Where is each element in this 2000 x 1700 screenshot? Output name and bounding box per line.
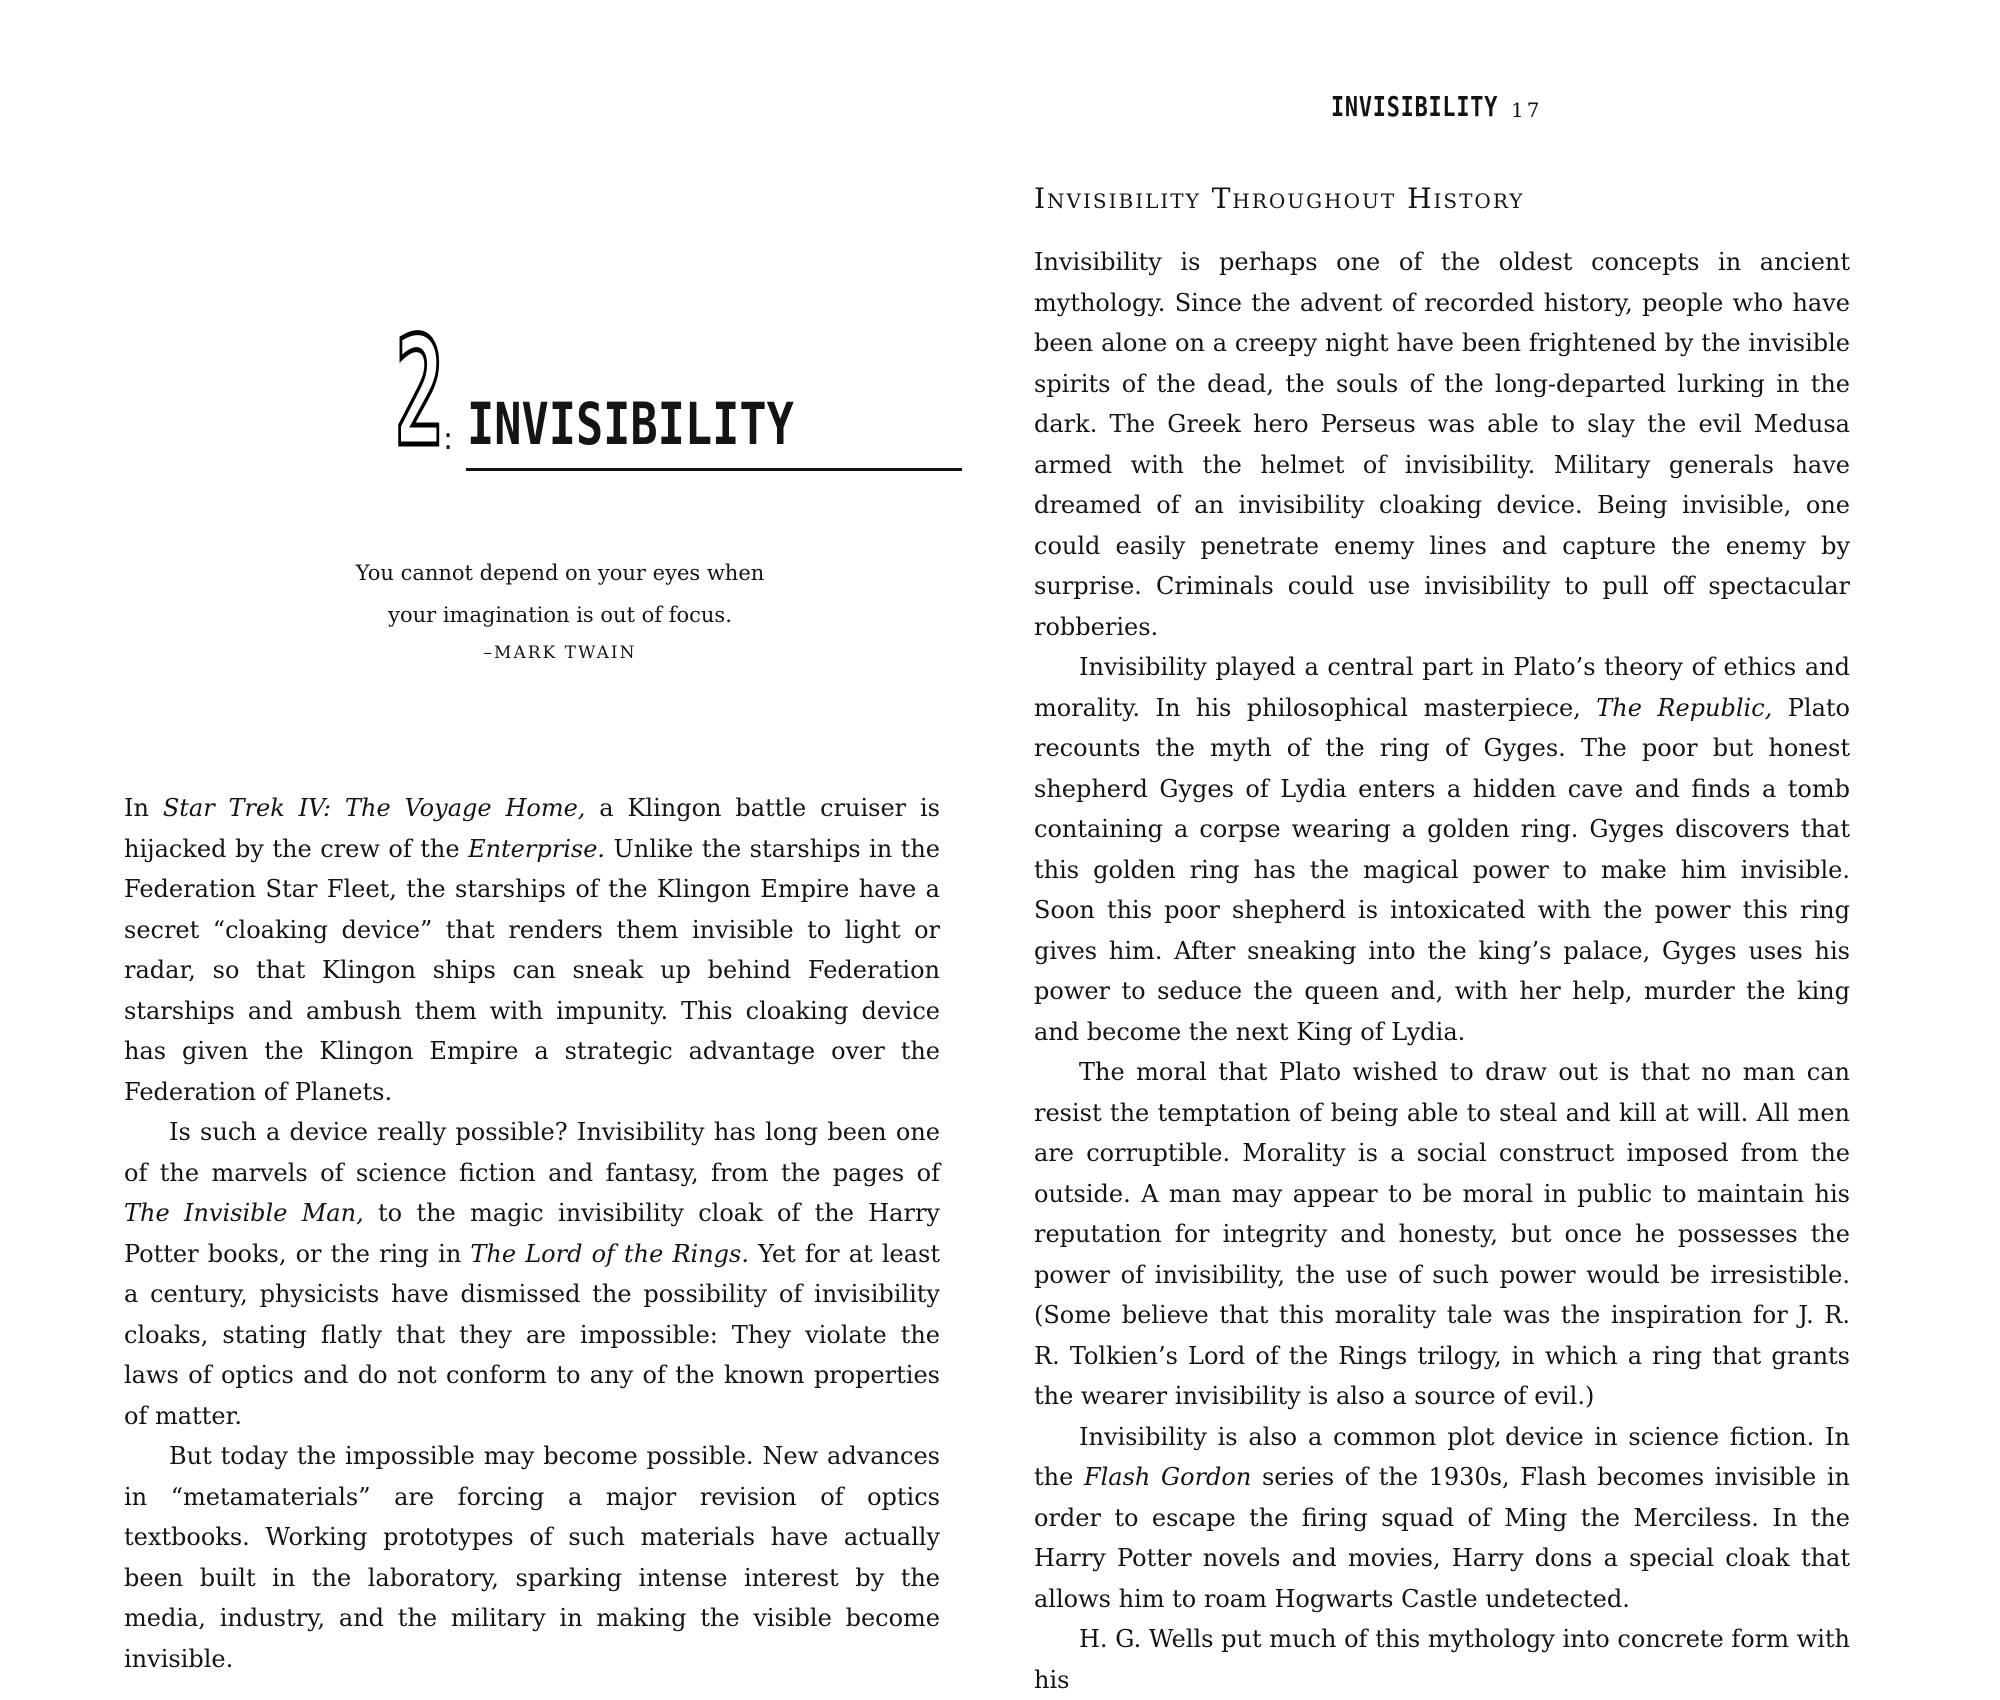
left-body-text bbox=[124, 788, 940, 1679]
left-page bbox=[0, 0, 1000, 1673]
epigraph-line: You cannot depend on your eyes when bbox=[355, 561, 765, 585]
italic-title: The Invisible Man, bbox=[124, 1199, 364, 1227]
paragraph: H. G. Wells put much of this mythology into concrete form with his bbox=[1034, 1625, 1850, 1694]
text-run: series of the 1930s, Flash becomes invisible in order to escape the firing squad of Ming the Merciless. In the Harry Potter novels and movies, Harry dons a special cloak that allows him to roam Hogwarts Castle undetected. bbox=[1034, 1463, 1851, 1613]
page-number: 17 bbox=[1511, 98, 1543, 122]
section-title: Invisibility Throughout History bbox=[1034, 182, 1525, 215]
running-head bbox=[1331, 90, 1545, 123]
italic-title: The Republic, bbox=[1596, 693, 1773, 722]
text-run: to the magic invisibility cloak of the Harry Potter books, or the ring in bbox=[124, 1199, 940, 1268]
italic-title: Enterprise. bbox=[468, 834, 606, 863]
right-page bbox=[1000, 0, 2000, 1694]
text-run: Invisibility is also a common plot device in science fiction. In the bbox=[1034, 1422, 1850, 1491]
paragraph bbox=[1034, 1417, 1850, 1620]
text-run: Is such a device really possible? Invisibility has long been one of the marvels of science fiction and fantasy, from the pages of bbox=[124, 1118, 940, 1187]
text-run: Invisibility played a central part in Plato’s theory of ethics and morality. In his philosophical masterpiece, bbox=[1034, 653, 1850, 722]
text-run: a Klingon battle cruiser is hijacked by the crew of the bbox=[124, 794, 940, 863]
chapter-heading bbox=[395, 306, 965, 480]
italic-title: Star Trek IV: The Voyage Home, bbox=[162, 794, 586, 822]
epigraph-line: your imagination is out of focus. bbox=[388, 603, 732, 627]
right-body-text bbox=[1034, 242, 1850, 1700]
paragraph bbox=[1034, 647, 1850, 1052]
epigraph-attribution: –MARK TWAIN bbox=[483, 643, 637, 663]
paragraph: But today the impossible may become possible. New advances in “metamaterials” are forcing a major revision of optics textbooks. Working prototypes of such materials have actually been built in the laboratory, sparking intense interest by the media, industry, and the military in making the visible become invisible. bbox=[124, 1442, 940, 1673]
italic-title: Flash Gordon bbox=[1083, 1463, 1252, 1491]
text-run: In bbox=[124, 794, 163, 822]
epigraph bbox=[300, 552, 820, 668]
running-head-title: INVISIBILITY bbox=[1331, 90, 1499, 123]
chapter-rule bbox=[466, 468, 962, 471]
chapter-number: 2 bbox=[395, 306, 443, 480]
italic-title: The Lord of the Rings. bbox=[470, 1239, 749, 1268]
paragraph bbox=[124, 1112, 940, 1436]
chapter-separator: : bbox=[443, 422, 454, 457]
paragraph bbox=[124, 788, 940, 1112]
paragraph: Invisibility is perhaps one of the oldest concepts in ancient mythology. Since the advent of recorded history, people who have been alone on a creepy night have been frightened by the invisible spirits of the dead, the souls of the long-departed lurking in the dark. The Greek hero Perseus was able to slay the evil Medusa armed with the helmet of invisibility. Military generals have dreamed of an invisibility cloaking device. Being invisible, one could easily penetrate enemy lines and capture the enemy by surprise. Criminals could use invisibility to pull off spectacular robberies. bbox=[1034, 248, 1850, 641]
text-run: Unlike the starships in the Federation Star Fleet, the starships of the Klingon Empire have a secret “cloaking device” that renders them invisible to light or radar, so that Klingon ships can sneak up behind Federation starships and ambush them with impunity. This cloaking device has given the Klingon Empire a strategic advantage over the Federation of Planets. bbox=[124, 834, 941, 1106]
chapter-title: INVISIBILITY bbox=[467, 390, 794, 458]
paragraph: The moral that Plato wished to draw out is that no man can resist the temptation of being able to steal and kill at will. All men are corruptible. Morality is a social construct imposed from the outside. A man may appear to be moral in public to maintain his reputation for integrity and honesty, but once he possesses the power of invisibility, the use of such power would be irresistible. (Some believe that this morality tale was the inspiration for J. R. R. Tolkien’s Lord of the Rings trilogy, in which a ring that grants the wearer invisibility is also a source of evil.) bbox=[1034, 1058, 1850, 1410]
text-run: Plato recounts the myth of the ring of Gyges. The poor but honest shepherd Gyges of Lydia enters a hidden cave and finds a tomb containing a corpse wearing a golden ring. Gyges discovers that this golden ring has the magical power to make him invisible. Soon this poor shepherd is intoxicated with the power this ring gives him. After sneaking into the king’s palace, Gyges uses his power to seduce the queen and, with her help, murder the king and become the next King of Lydia. bbox=[1034, 693, 1850, 1046]
text-run: Yet for at least a century, physicists have dismissed the possibility of invisibility cloaks, stating flatly that they are impossible: They violate the laws of optics and do not conform to any of the known properties of matter. bbox=[124, 1239, 940, 1430]
